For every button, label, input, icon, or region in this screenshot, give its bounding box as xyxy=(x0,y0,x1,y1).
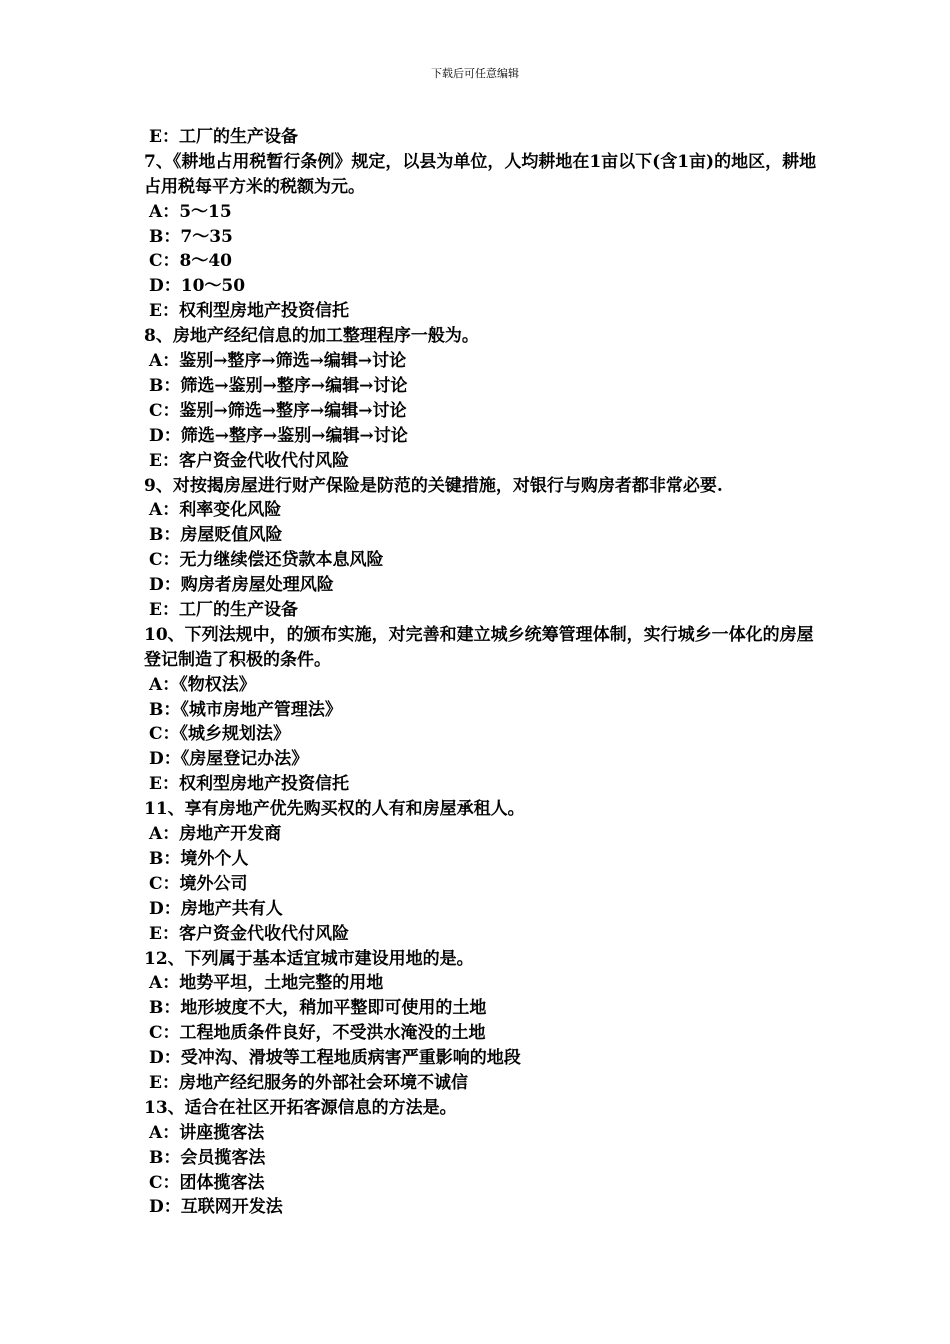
answer-option: C：《城乡规划法》 xyxy=(149,724,291,745)
answer-option: E：客户资金代收代付风险 xyxy=(149,450,349,471)
question-text: 10、下列法规中，的颁布实施，对完善和建立城乡统筹管理体制，实行城乡一体化的房屋登记制造了积极的条件。 xyxy=(144,624,814,670)
answer-option: C：鉴别→筛选→整序→编辑→讨论 xyxy=(149,400,407,421)
answer-option: B：地形坡度不大，稍加平整即可使用的土地 xyxy=(149,998,487,1019)
answer-option: B：筛选→鉴别→整序→编辑→讨论 xyxy=(149,375,408,396)
answer-option: D：购房者房屋处理风险 xyxy=(149,575,334,596)
question-text: 8、房地产经纪信息的加工整理程序一般为。 xyxy=(144,326,479,347)
answer-option: E：房地产经纪服务的外部社会环境不诚信 xyxy=(149,1072,468,1093)
answer-option: A：利率变化风险 xyxy=(149,500,282,521)
answer-option: D：筛选→整序→鉴别→编辑→讨论 xyxy=(149,425,408,446)
question-text: 7、《耕地占用税暂行条例》规定，以县为单位，人均耕地在1亩以下(含1亩)的地区，耕地占用税每平方米的税额为元。 xyxy=(144,151,817,197)
answer-option: A：房地产开发商 xyxy=(149,824,282,845)
question-text: 11、享有房地产优先购买权的人有和房屋承租人。 xyxy=(144,799,525,820)
answer-option: A：鉴别→整序→筛选→编辑→讨论 xyxy=(149,351,407,372)
answer-option: B：境外个人 xyxy=(149,848,249,869)
answer-option: E：权利型房地产投资信托 xyxy=(149,774,349,795)
page-header: 下载后可任意编辑 xyxy=(431,67,519,80)
answer-option: A：地势平坦，土地完整的用地 xyxy=(149,973,384,994)
answer-option: A：讲座揽客法 xyxy=(149,1122,265,1143)
question-text: 12、下列属于基本适宜城市建设用地的是。 xyxy=(144,948,474,969)
answer-option: A：5～15 xyxy=(149,201,232,222)
answer-option: D：互联网开发法 xyxy=(149,1197,283,1218)
answer-option: D：《房屋登记办法》 xyxy=(149,749,309,770)
answer-option: E：工厂的生产设备 xyxy=(149,127,298,147)
answer-option: B：会员揽客法 xyxy=(149,1147,266,1168)
answer-option: B：7～35 xyxy=(149,226,233,247)
answer-option: E：工厂的生产设备 xyxy=(149,599,298,620)
answer-option: C：无力继续偿还贷款本息风险 xyxy=(149,550,384,571)
answer-option: E：权利型房地产投资信托 xyxy=(149,301,349,322)
answer-option: C：8～40 xyxy=(149,251,233,272)
answer-option: B：《城市房地产管理法》 xyxy=(149,699,342,720)
answer-option: A：《物权法》 xyxy=(149,674,256,695)
question-text: 13、适合在社区开拓客源信息的方法是。 xyxy=(144,1097,457,1118)
question-text: 9、对按揭房屋进行财产保险是防范的关键措施，对银行与购房者都非常必要. xyxy=(144,475,723,496)
answer-option: C：团体揽客法 xyxy=(149,1172,265,1193)
document-body xyxy=(144,125,824,1220)
answer-option: B：房屋贬值风险 xyxy=(149,525,283,546)
answer-option: D：房地产共有人 xyxy=(149,898,283,919)
answer-option: E：客户资金代收代付风险 xyxy=(149,923,349,944)
answer-option: D：受冲沟、滑坡等工程地质病害严重影响的地段 xyxy=(149,1048,521,1069)
answer-option: D：10～50 xyxy=(149,276,246,297)
answer-option: C：境外公司 xyxy=(149,873,248,894)
answer-option: C：工程地质条件良好，不受洪水淹没的土地 xyxy=(149,1023,486,1044)
